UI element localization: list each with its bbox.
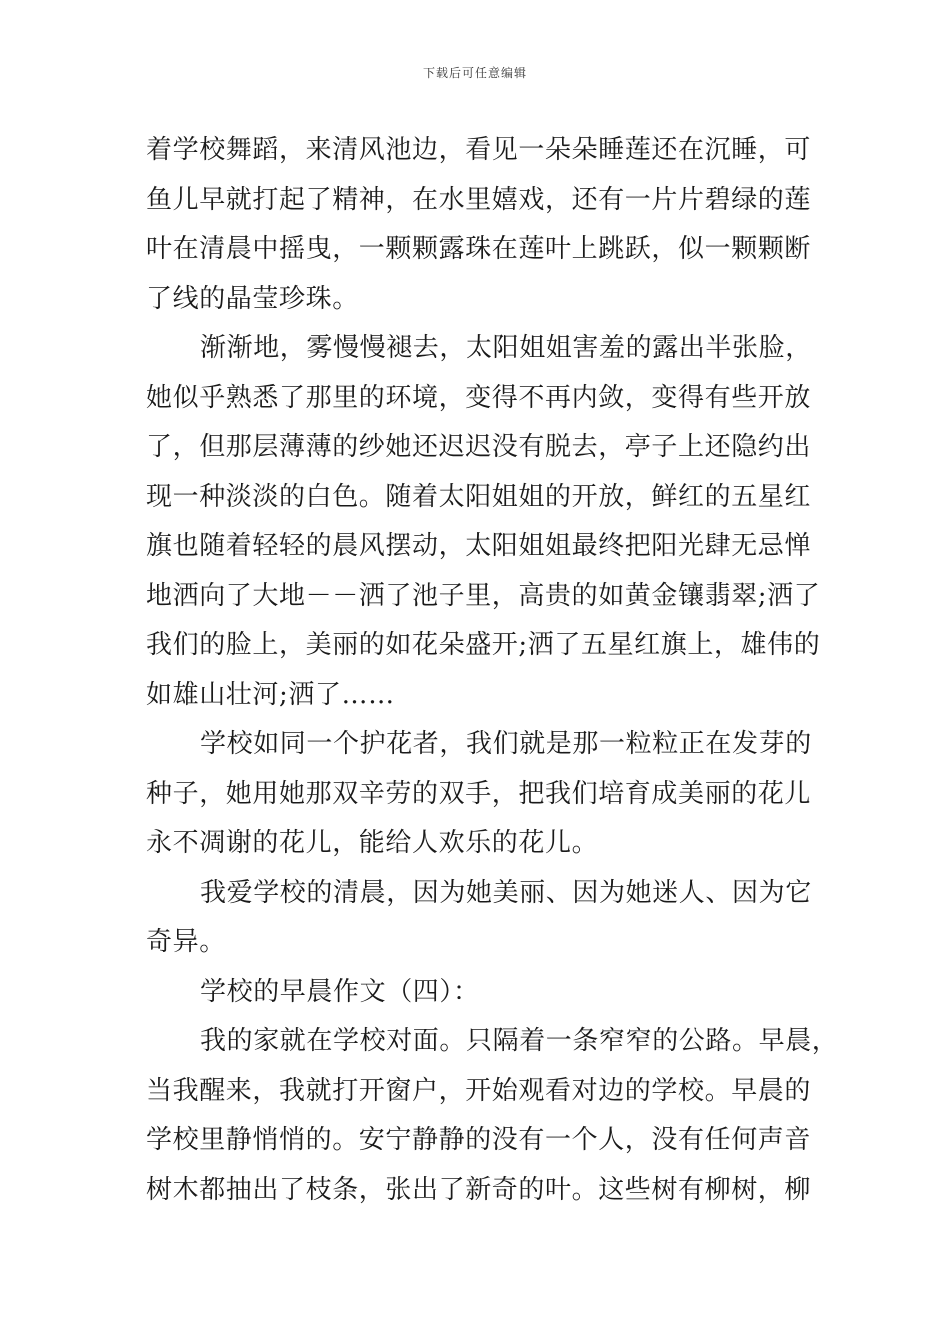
text-line: 当我醒来，我就打开窗户，开始观看对边的学校。早晨的 [146, 1075, 812, 1106]
text-line: 如雄山壮河;洒了…… [146, 679, 395, 710]
text-line: 树木都抽出了枝条，张出了新奇的叶。这些树有柳树，柳 [146, 1174, 812, 1205]
text-line: 地洒向了大地－－洒了池子里，高贵的如黄金镶翡翠;洒了 [146, 580, 821, 611]
paragraph-first-line: 渐渐地，雾慢慢褪去，太阳姐姐害羞的露出半张脸， [200, 333, 812, 363]
text-line: 学校里静悄悄的。安宁静静的没有一个人，没有任何声音 [146, 1125, 812, 1155]
text-line: 了线的晶莹珍珠。 [146, 283, 359, 314]
text-line: 现一种淡淡的白色。随着太阳姐姐的开放，鲜红的五星红 [146, 481, 812, 512]
text-line: 种子，她用她那双辛劳的双手，把我们培育成美丽的花儿 [146, 778, 812, 809]
text-line: 鱼儿早就打起了精神，在水里嬉戏，还有一片片碧绿的莲 [146, 184, 812, 215]
text-line: 我们的脸上，美丽的如花朵盛开;洒了五星红旗上，雄伟的 [146, 630, 821, 660]
text-line: 永不凋谢的花儿，能给人欢乐的花儿。 [146, 828, 599, 858]
text-line: 她似乎熟悉了那里的环境，变得不再内敛，变得有些开放 [146, 382, 812, 413]
text-line: 了，但那层薄薄的纱她还迟迟没有脱去，亭子上还隐约出 [146, 432, 812, 462]
page-header: 下载后可任意编辑 [422, 66, 527, 80]
paragraph-first-line: 学校如同一个护花者，我们就是那一粒粒正在发芽的 [200, 729, 812, 759]
section-heading: 学校的早晨作文（四）： [200, 976, 480, 1007]
document-body [146, 126, 839, 1215]
text-line: 旗也随着轻轻的晨风摆动，太阳姐姐最终把阳光肆无忌惮 [146, 531, 812, 561]
paragraph-first-line: 我爱学校的清晨，因为她美丽、因为她迷人、因为它 [200, 877, 812, 908]
paragraph-first-line: 我的家就在学校对面。只隔着一条窄窄的公路。早晨， [200, 1026, 839, 1056]
text-line: 叶在清晨中摇曳，一颗颗露珠在莲叶上跳跃，似一颗颗断 [146, 234, 812, 264]
text-line: 着学校舞蹈，来清风池边，看见一朵朵睡莲还在沉睡，可 [146, 135, 812, 165]
text-line: 奇异。 [146, 927, 226, 957]
